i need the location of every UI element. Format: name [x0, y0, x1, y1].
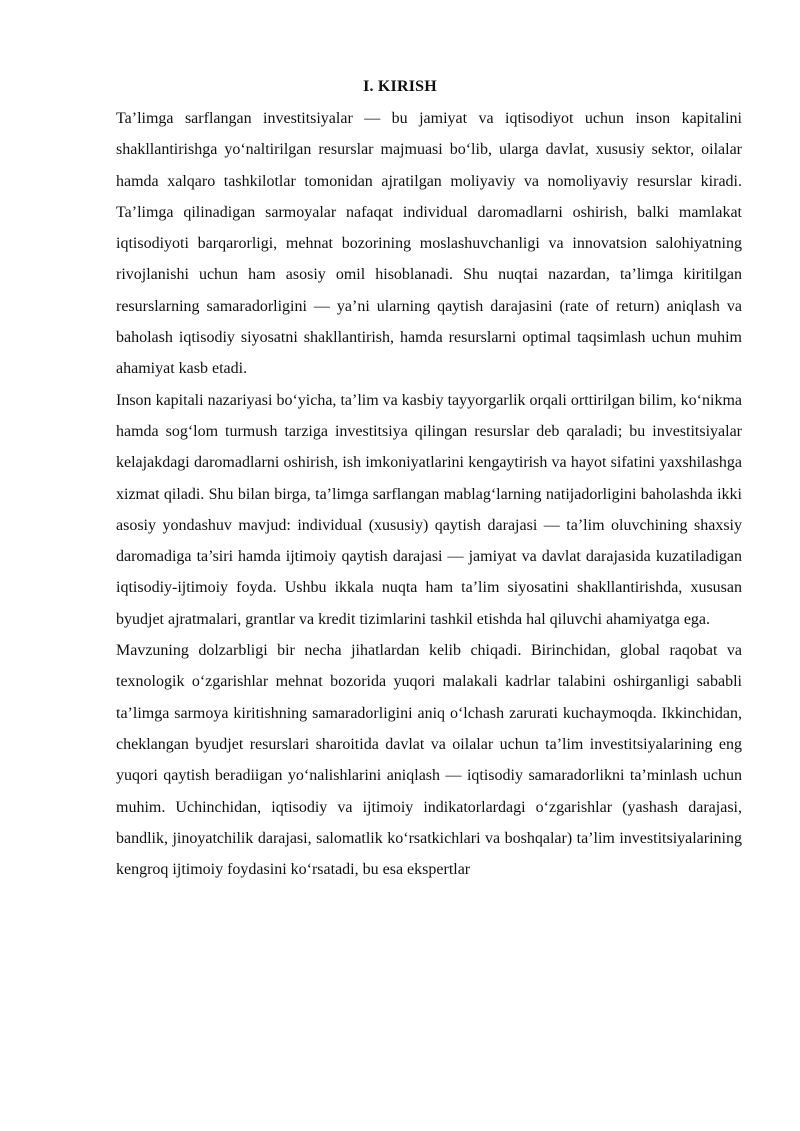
paragraph-human-capital: Inson kapitali nazariyasi bo‘yicha, ta’lim va kasbiy tayyorgarlik orqali orttirilgan bilim, ko‘nikma hamda sog‘lom turmush tarziga investitsiya qilingan resurslar deb qaraladi; bu investitsiyalar kelajakdagi daromadlarni oshirish, ish imkoniyatlarini kengaytirish va hayot sifatini yaxshilashga xizmat qiladi. Shu bilan birga, ta’limga sarflangan mablag‘larning natijadorligini baholashda ikki asosiy yondashuv mavjud: individual (xususiy) qaytish darajasi — ta’lim oluvchining shaxsiy daromadiga ta’siri hamda ijtimoiy qaytish darajasi — jamiyat va davlat darajasida kuzatiladigan iqtisodiy-ijtimoiy foyda. Ushbu ikkala nuqta ham ta’lim siyosatini shakllantirishda, xususan byudjet ajratmalari, grantlar va kredit tizimlarini tashkil etishda hal qiluvchi ahamiyatga ega.	[116, 391, 742, 628]
paragraph-intro: Ta’limga sarflangan investitsiyalar — bu jamiyat va iqtisodiyot uchun inson kapitalini shakllantirishga yo‘naltirilgan resurslar majmuasi bo‘lib, ularga davlat, xususiy sektor, oilalar hamda xalqaro tashkilotlar tomonidan ajratilgan moliyaviy va nomoliyaviy resurslar kiradi. Ta’limga qilinadigan sarmoyalar nafaqat individual daromadlarni oshirish, balki mamlakat iqtisodiyoti barqarorligi, mehnat bozorining moslashuvchanligi va innovatsion salohiyatning rivojlanishi uchun ham asosiy omil hisoblanadi. Shu nuqtai nazardan, ta’limga kiritilgan resurslarning samaradorligini — ya’ni ularning qaytish darajasini (rate of return) aniqlash va baholash iqtisodiy siyosatni shakllantirish, hamda resurslarni optimal taqsimlash uchun muhim ahamiyat kasb etadi.	[116, 110, 742, 378]
paragraph-relevance: Mavzuning dolzarbligi bir necha jihatlardan kelib chiqadi. Birinchidan, global raqobat va texnologik o‘zgarishlar mehnat bozorida yuqori malakali kadrlar talabini oshirganligi sababli ta’limga sarmoya kiritishning samaradorligini aniq o‘lchash zarurati kuchaymoqda. Ikkinchidan, cheklangan byudjet resurslari sharoitida davlat va oilalar uchun ta’lim investitsiyalarining eng yuqori qaytish beradiigan yo‘nalishlarini aniqlash — iqtisodiy samaradorlikni ta’minlash uchun muhim. Uchinchidan, iqtisodiy va ijtimoiy indikatorlardagi o‘zgarishlar (yashash darajasi, bandlik, jinoyatchilik darajasi, salomatlik ko‘rsatkichlari va boshqalar) ta’lim investitsiyalarining kengroq ijtimoiy foydasini ko‘rsatadi, bu esa ekspertlar	[116, 642, 742, 879]
body-text	[116, 103, 742, 885]
section-heading: I. KIRISH	[363, 78, 437, 95]
